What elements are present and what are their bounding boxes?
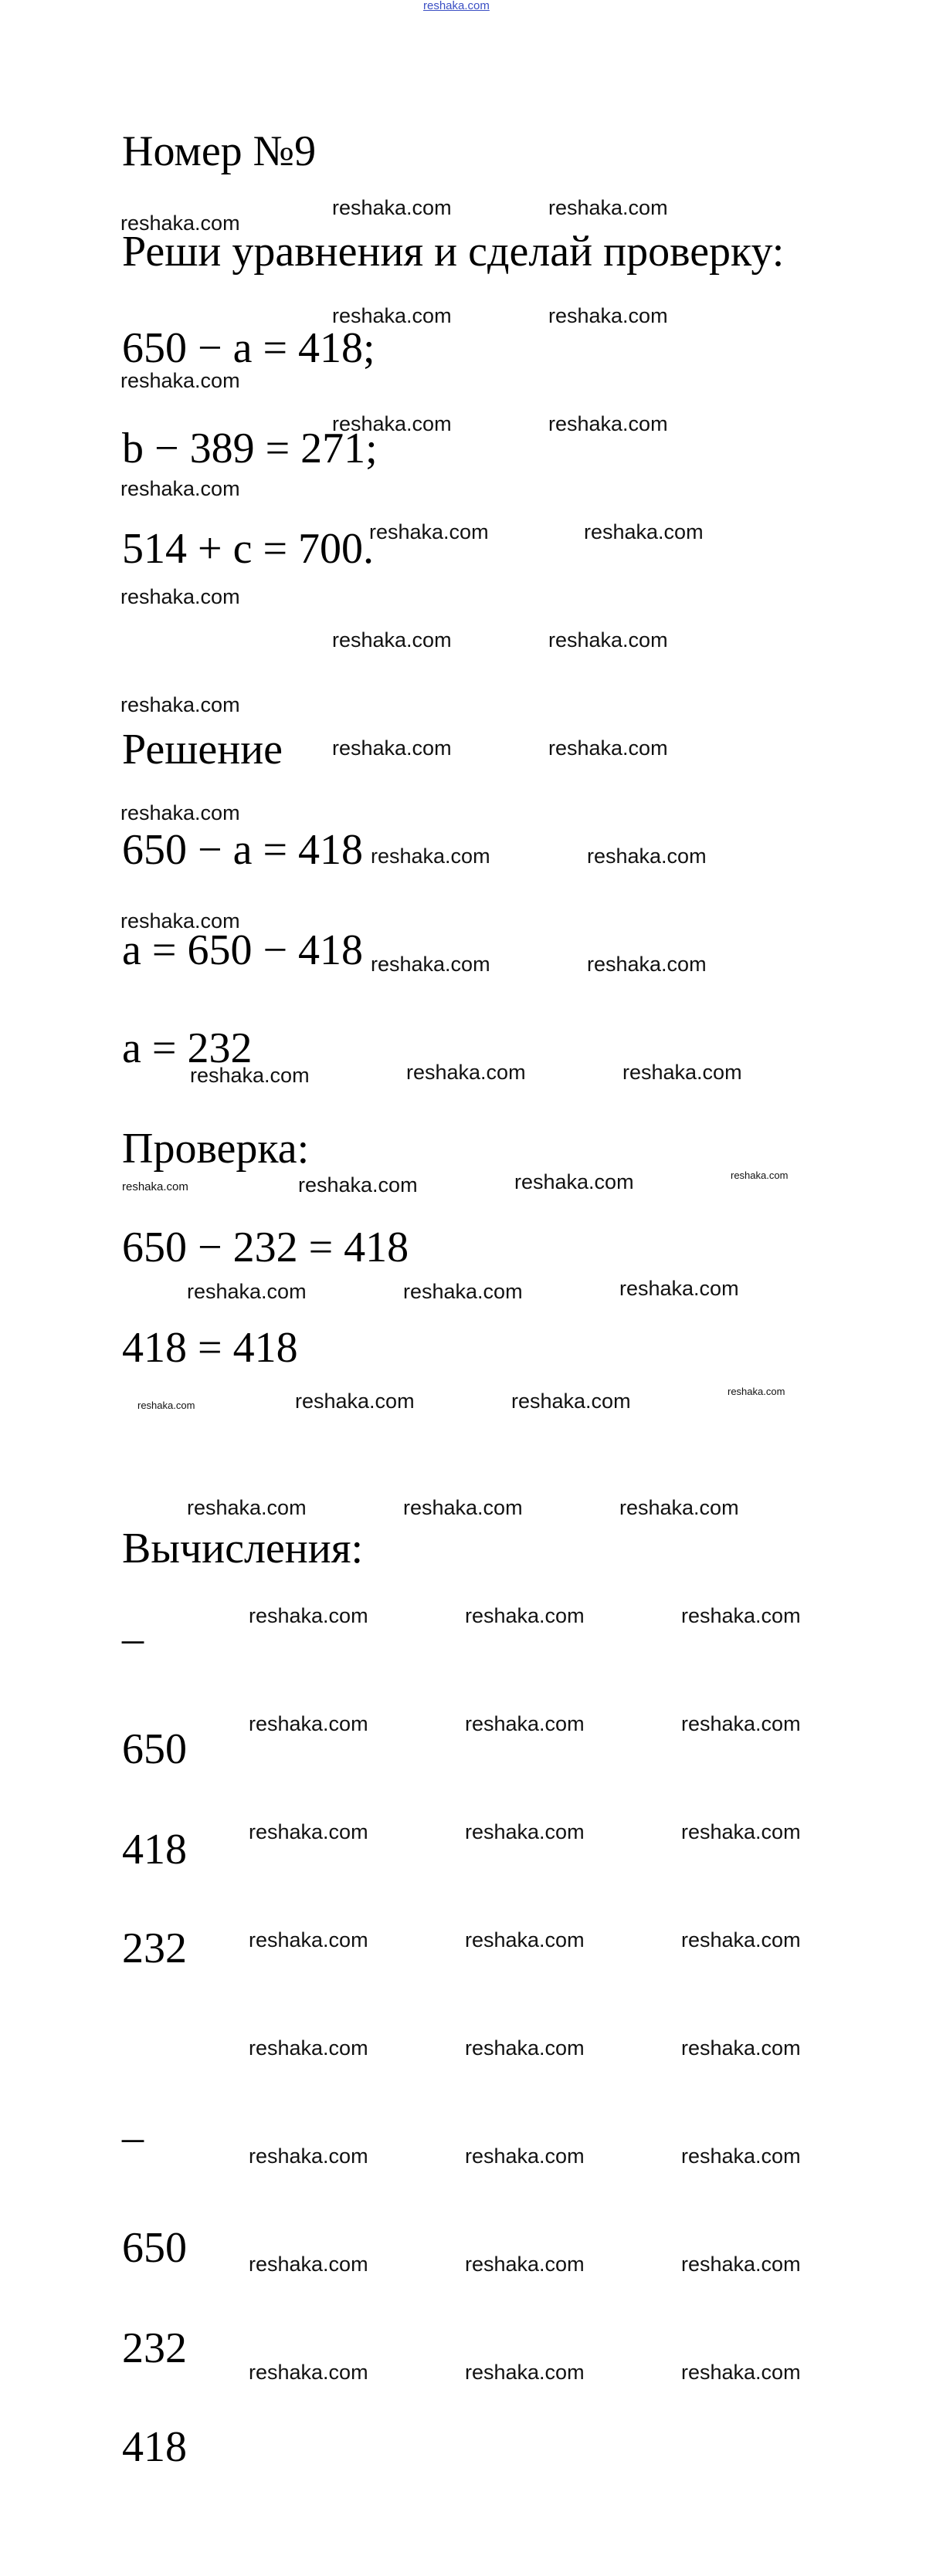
watermark: reshaka.com bbox=[681, 1604, 801, 1627]
watermark: reshaka.com bbox=[120, 909, 240, 933]
calc-1-row-1: 650 bbox=[122, 1725, 187, 1773]
watermark: reshaka.com bbox=[681, 2253, 801, 2276]
watermark: reshaka.com bbox=[120, 585, 240, 608]
watermark: reshaka.com bbox=[681, 2144, 801, 2168]
top-link[interactable]: reshaka.com bbox=[423, 0, 490, 12]
watermark: reshaka.com bbox=[465, 1820, 585, 1843]
watermark: reshaka.com bbox=[369, 520, 489, 543]
watermark: reshaka.com bbox=[587, 953, 707, 976]
task-text: Реши уравнения и сделай проверку: bbox=[122, 228, 785, 276]
calc-1-row-2: 418 bbox=[122, 1826, 187, 1874]
watermark: reshaka.com bbox=[465, 1712, 585, 1735]
watermark: reshaka.com bbox=[681, 2361, 801, 2384]
watermark: reshaka.com bbox=[190, 1064, 310, 1087]
watermark: reshaka.com bbox=[120, 369, 240, 392]
check-heading: Проверка: bbox=[122, 1125, 310, 1173]
watermark: reshaka.com bbox=[332, 628, 452, 652]
watermark: reshaka.com bbox=[371, 845, 490, 868]
watermark: reshaka.com bbox=[332, 196, 452, 219]
watermark: reshaka.com bbox=[122, 1180, 188, 1193]
watermark: reshaka.com bbox=[465, 2144, 585, 2168]
watermark: reshaka.com bbox=[622, 1061, 742, 1084]
watermark: reshaka.com bbox=[548, 412, 668, 435]
watermark: reshaka.com bbox=[249, 2144, 368, 2168]
calc-2-row-2: 232 bbox=[122, 2324, 187, 2372]
solution-heading: Решение bbox=[122, 726, 283, 773]
calc-2-row-3: 418 bbox=[122, 2423, 187, 2471]
solution-step-3: a = 232 bbox=[122, 1024, 253, 1072]
watermark: reshaka.com bbox=[249, 2253, 368, 2276]
watermark: reshaka.com bbox=[249, 1712, 368, 1735]
watermark: reshaka.com bbox=[332, 736, 452, 760]
watermark: reshaka.com bbox=[548, 736, 668, 760]
solution-step-2: a = 650 − 418 bbox=[122, 926, 364, 974]
watermark: reshaka.com bbox=[332, 304, 452, 327]
calc-2-operator: _ bbox=[122, 2099, 144, 2147]
watermark: reshaka.com bbox=[584, 520, 704, 543]
watermark: reshaka.com bbox=[249, 1820, 368, 1843]
watermark: reshaka.com bbox=[120, 801, 240, 824]
calc-heading: Вычисления: bbox=[122, 1525, 364, 1572]
watermark: reshaka.com bbox=[681, 1928, 801, 1951]
watermark: reshaka.com bbox=[298, 1173, 418, 1197]
equation-2: b − 389 = 271; bbox=[122, 425, 378, 472]
page-title: Номер №9 bbox=[122, 127, 317, 175]
watermark: reshaka.com bbox=[465, 2036, 585, 2060]
watermark: reshaka.com bbox=[249, 1604, 368, 1627]
watermark: reshaka.com bbox=[587, 845, 707, 868]
watermark: reshaka.com bbox=[681, 1712, 801, 1735]
watermark: reshaka.com bbox=[465, 2253, 585, 2276]
watermark: reshaka.com bbox=[249, 2361, 368, 2384]
watermark: reshaka.com bbox=[406, 1061, 526, 1084]
watermark: reshaka.com bbox=[619, 1496, 739, 1519]
watermark: reshaka.com bbox=[681, 1820, 801, 1843]
watermark: reshaka.com bbox=[511, 1390, 631, 1413]
watermark: reshaka.com bbox=[728, 1386, 785, 1397]
watermark: reshaka.com bbox=[548, 196, 668, 219]
calc-1-operator: _ bbox=[122, 1600, 144, 1648]
watermark: reshaka.com bbox=[295, 1390, 415, 1413]
solution-step-1: 650 − a = 418 bbox=[122, 826, 364, 874]
check-step-1: 650 − 232 = 418 bbox=[122, 1224, 409, 1271]
watermark: reshaka.com bbox=[137, 1400, 195, 1411]
watermark: reshaka.com bbox=[681, 2036, 801, 2060]
equation-3: 514 + c = 700. bbox=[122, 525, 375, 573]
watermark: reshaka.com bbox=[120, 693, 240, 716]
check-step-2: 418 = 418 bbox=[122, 1324, 298, 1372]
watermark: reshaka.com bbox=[187, 1496, 307, 1519]
watermark: reshaka.com bbox=[465, 1604, 585, 1627]
watermark: reshaka.com bbox=[403, 1496, 523, 1519]
calc-1-row-3: 232 bbox=[122, 1924, 187, 1972]
watermark: reshaka.com bbox=[514, 1170, 634, 1193]
equation-1: 650 − a = 418; bbox=[122, 324, 375, 372]
watermark: reshaka.com bbox=[249, 1928, 368, 1951]
watermark: reshaka.com bbox=[403, 1280, 523, 1303]
watermark: reshaka.com bbox=[548, 628, 668, 652]
watermark: reshaka.com bbox=[120, 212, 240, 235]
watermark: reshaka.com bbox=[465, 2361, 585, 2384]
watermark: reshaka.com bbox=[619, 1277, 739, 1300]
watermark: reshaka.com bbox=[465, 1928, 585, 1951]
watermark: reshaka.com bbox=[120, 477, 240, 500]
watermark: reshaka.com bbox=[332, 412, 452, 435]
watermark: reshaka.com bbox=[249, 2036, 368, 2060]
watermark: reshaka.com bbox=[731, 1170, 789, 1181]
calc-2-row-1: 650 bbox=[122, 2224, 187, 2272]
watermark: reshaka.com bbox=[371, 953, 490, 976]
watermark: reshaka.com bbox=[187, 1280, 307, 1303]
watermark: reshaka.com bbox=[548, 304, 668, 327]
